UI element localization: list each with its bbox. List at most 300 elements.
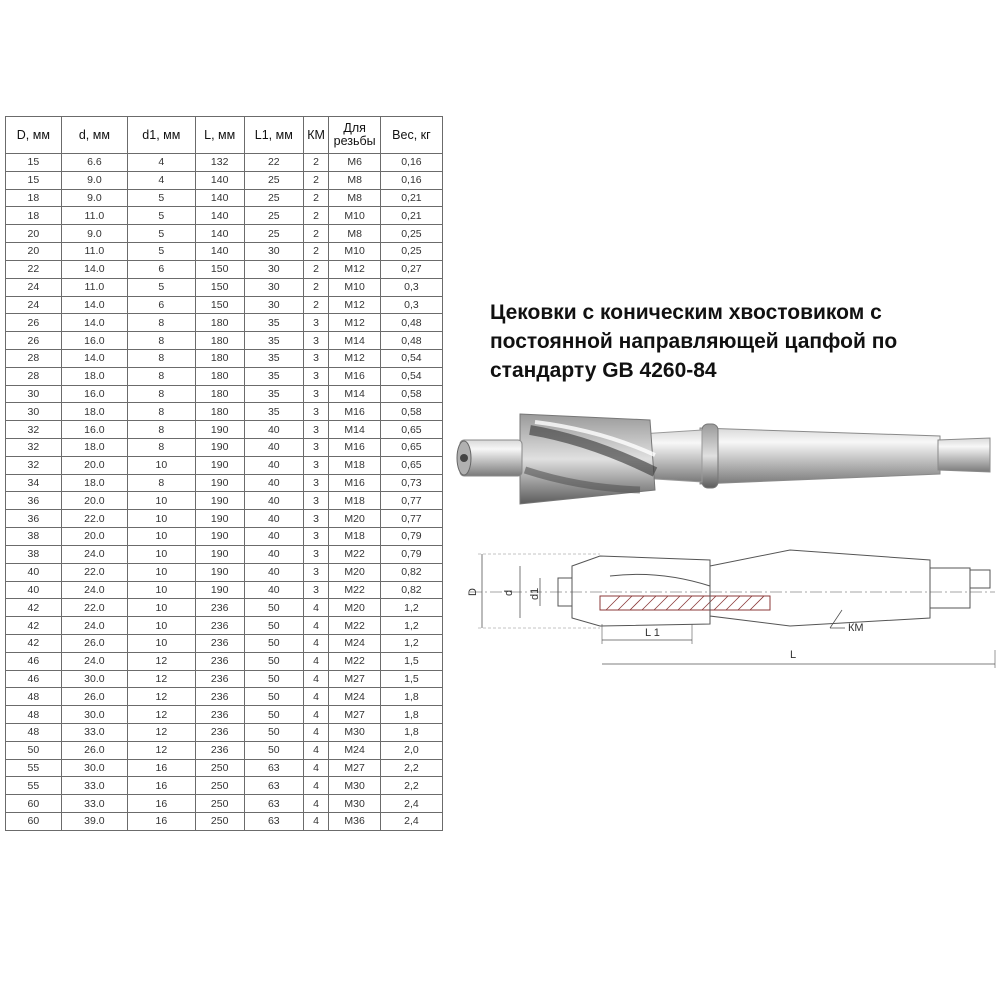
- table-row: [6, 207, 443, 225]
- drawing-shank: [710, 550, 930, 626]
- table-cell: 0,79: [380, 528, 442, 546]
- table-cell: 190: [195, 492, 244, 510]
- table-cell: 190: [195, 545, 244, 563]
- table-cell: 40: [244, 421, 303, 439]
- table-cell: 10: [128, 510, 195, 528]
- table-cell: 190: [195, 528, 244, 546]
- table-cell: 18.0: [61, 474, 127, 492]
- table-cell: 4: [303, 777, 329, 795]
- table-cell: 1,8: [380, 688, 442, 706]
- table-cell: M36: [329, 813, 380, 831]
- table-cell: 33.0: [61, 724, 127, 742]
- table-cell: 26.0: [61, 688, 127, 706]
- table-cell: 236: [195, 617, 244, 635]
- table-cell: 250: [195, 777, 244, 795]
- table-cell: 4: [303, 706, 329, 724]
- table-cell: 24.0: [61, 545, 127, 563]
- table-cell: 30: [244, 296, 303, 314]
- table-cell: 0,48: [380, 314, 442, 332]
- table-cell: 0,27: [380, 260, 442, 278]
- table-cell: 34: [6, 474, 62, 492]
- table-cell: 14.0: [61, 314, 127, 332]
- table-row: [6, 528, 443, 546]
- product-title: Цековки с коническим хвостовиком с постоянной направляющей цапфой по стандарту GB 4260-84: [490, 301, 898, 382]
- table-cell: 39.0: [61, 813, 127, 831]
- table-cell: 0,58: [380, 385, 442, 403]
- table-cell: M24: [329, 741, 380, 759]
- table-cell: 140: [195, 189, 244, 207]
- table-row: [6, 403, 443, 421]
- table-cell: 190: [195, 563, 244, 581]
- table-row: [6, 189, 443, 207]
- table-row: [6, 296, 443, 314]
- table-cell: 3: [303, 474, 329, 492]
- table-cell: 236: [195, 741, 244, 759]
- table-cell: 0,54: [380, 349, 442, 367]
- table-cell: 180: [195, 385, 244, 403]
- table-cell: 0,25: [380, 243, 442, 261]
- table-cell: 3: [303, 492, 329, 510]
- table-cell: 190: [195, 439, 244, 457]
- table-cell: 30: [244, 278, 303, 296]
- table-cell: 16: [128, 777, 195, 795]
- table-cell: 10: [128, 581, 195, 599]
- table-cell: 10: [128, 545, 195, 563]
- table-cell: M27: [329, 670, 380, 688]
- table-cell: 190: [195, 421, 244, 439]
- table-cell: 0,16: [380, 171, 442, 189]
- table-cell: 22.0: [61, 510, 127, 528]
- table-cell: 2,4: [380, 795, 442, 813]
- table-cell: 1,2: [380, 599, 442, 617]
- table-cell: M20: [329, 599, 380, 617]
- table-cell: 50: [244, 688, 303, 706]
- table-cell: 0,82: [380, 581, 442, 599]
- dim-L1-label: L 1: [645, 627, 660, 639]
- table-cell: M10: [329, 278, 380, 296]
- table-cell: 1,2: [380, 617, 442, 635]
- drawing-cutter: [572, 556, 710, 626]
- km-leader: [830, 610, 842, 628]
- table-cell: 55: [6, 759, 62, 777]
- table-cell: 12: [128, 724, 195, 742]
- table-cell: 1,5: [380, 652, 442, 670]
- table-cell: M8: [329, 171, 380, 189]
- table-cell: 22: [6, 260, 62, 278]
- table-cell: 30.0: [61, 759, 127, 777]
- table-cell: 0,65: [380, 439, 442, 457]
- table-cell: 0,58: [380, 403, 442, 421]
- table-cell: 1,5: [380, 670, 442, 688]
- table-cell: M12: [329, 260, 380, 278]
- table-cell: 180: [195, 314, 244, 332]
- table-row: [6, 510, 443, 528]
- table-cell: 4: [303, 652, 329, 670]
- table-cell: 3: [303, 367, 329, 385]
- table-row: [6, 634, 443, 652]
- table-cell: 10: [128, 528, 195, 546]
- table-row: [6, 563, 443, 581]
- table-cell: 190: [195, 456, 244, 474]
- table-cell: 24: [6, 296, 62, 314]
- table-cell: 140: [195, 225, 244, 243]
- pilot-center: [460, 454, 468, 462]
- table-row: [6, 581, 443, 599]
- table-cell: 40: [244, 492, 303, 510]
- table-cell: 25: [244, 207, 303, 225]
- table-cell: 10: [128, 563, 195, 581]
- table-cell: M14: [329, 332, 380, 350]
- table-cell: 250: [195, 795, 244, 813]
- table-cell: 20.0: [61, 492, 127, 510]
- table-cell: 180: [195, 367, 244, 385]
- table-cell: M12: [329, 349, 380, 367]
- table-cell: 26: [6, 314, 62, 332]
- table-cell: 18.0: [61, 367, 127, 385]
- table-cell: 18: [6, 189, 62, 207]
- table-row: [6, 260, 443, 278]
- table-cell: M24: [329, 688, 380, 706]
- table-cell: 8: [128, 403, 195, 421]
- table-row: [6, 706, 443, 724]
- table-cell: M16: [329, 439, 380, 457]
- table-cell: 2: [303, 189, 329, 207]
- drawing-flute: [610, 574, 710, 586]
- table-cell: M8: [329, 189, 380, 207]
- table-cell: 46: [6, 652, 62, 670]
- table-cell: 3: [303, 421, 329, 439]
- table-cell: 12: [128, 706, 195, 724]
- table-cell: 10: [128, 599, 195, 617]
- collar-ring: [702, 424, 718, 488]
- table-cell: 4: [303, 759, 329, 777]
- table-cell: 140: [195, 171, 244, 189]
- table-cell: 46: [6, 670, 62, 688]
- table-cell: 236: [195, 670, 244, 688]
- table-cell: 26.0: [61, 634, 127, 652]
- table-cell: M10: [329, 243, 380, 261]
- table-cell: 8: [128, 349, 195, 367]
- table-row: [6, 243, 443, 261]
- table-cell: 0,3: [380, 296, 442, 314]
- table-cell: 24.0: [61, 617, 127, 635]
- table-cell: 16.0: [61, 385, 127, 403]
- table-cell: 4: [128, 154, 195, 172]
- table-cell: 2,4: [380, 813, 442, 831]
- table-row: [6, 670, 443, 688]
- table-row: [6, 724, 443, 742]
- table-cell: 40: [244, 563, 303, 581]
- table-cell: M22: [329, 545, 380, 563]
- table-cell: M20: [329, 510, 380, 528]
- table-cell: 30.0: [61, 670, 127, 688]
- table-cell: M30: [329, 777, 380, 795]
- table-cell: M8: [329, 225, 380, 243]
- table-cell: 16: [128, 759, 195, 777]
- table-cell: 36: [6, 510, 62, 528]
- table-cell: 3: [303, 385, 329, 403]
- table-row: [6, 385, 443, 403]
- spec-table: [5, 116, 443, 831]
- table-cell: 40: [244, 545, 303, 563]
- table-cell: 20: [6, 225, 62, 243]
- table-cell: 40: [6, 563, 62, 581]
- table-cell: 11.0: [61, 278, 127, 296]
- table-cell: M20: [329, 563, 380, 581]
- table-cell: 63: [244, 759, 303, 777]
- table-cell: 48: [6, 706, 62, 724]
- table-cell: M30: [329, 724, 380, 742]
- table-cell: 4: [303, 724, 329, 742]
- table-cell: 8: [128, 385, 195, 403]
- dim-D-label: D: [467, 588, 479, 596]
- table-cell: 14.0: [61, 349, 127, 367]
- drawing-tang: [930, 568, 970, 608]
- table-cell: 9.0: [61, 189, 127, 207]
- table-cell: 4: [303, 795, 329, 813]
- table-cell: 30: [6, 385, 62, 403]
- counterbore-photo: [450, 400, 995, 520]
- table-row: [6, 154, 443, 172]
- table-cell: 3: [303, 563, 329, 581]
- table-row: [6, 688, 443, 706]
- table-cell: 9.0: [61, 225, 127, 243]
- table-cell: 42: [6, 634, 62, 652]
- table-cell: 25: [244, 225, 303, 243]
- table-cell: 6: [128, 296, 195, 314]
- table-cell: 16.0: [61, 421, 127, 439]
- hatch-lines: [606, 596, 764, 610]
- header-d: d, мм: [61, 117, 127, 154]
- table-cell: 35: [244, 385, 303, 403]
- table-cell: 63: [244, 813, 303, 831]
- table-cell: 35: [244, 349, 303, 367]
- table-cell: 8: [128, 367, 195, 385]
- table-cell: 6: [128, 260, 195, 278]
- header-D: D, мм: [6, 117, 62, 154]
- table-cell: 24.0: [61, 652, 127, 670]
- table-cell: 1,8: [380, 724, 442, 742]
- table-cell: 2: [303, 154, 329, 172]
- table-cell: 236: [195, 724, 244, 742]
- table-cell: M22: [329, 617, 380, 635]
- table-cell: 48: [6, 688, 62, 706]
- table-cell: 0,21: [380, 207, 442, 225]
- table-cell: 63: [244, 777, 303, 795]
- table-row: [6, 314, 443, 332]
- table-cell: 0,73: [380, 474, 442, 492]
- table-row: [6, 813, 443, 831]
- table-cell: 6.6: [61, 154, 127, 172]
- table-cell: 12: [128, 688, 195, 706]
- table-cell: 150: [195, 260, 244, 278]
- header-L1: L1, мм: [244, 117, 303, 154]
- table-cell: 50: [244, 670, 303, 688]
- table-cell: M24: [329, 634, 380, 652]
- table-cell: 3: [303, 528, 329, 546]
- table-cell: 2: [303, 207, 329, 225]
- table-cell: 180: [195, 403, 244, 421]
- table-cell: 16.0: [61, 332, 127, 350]
- table-cell: 2,0: [380, 741, 442, 759]
- table-row: [6, 652, 443, 670]
- table-cell: 150: [195, 278, 244, 296]
- table-cell: M22: [329, 581, 380, 599]
- table-cell: 2: [303, 296, 329, 314]
- table-cell: 3: [303, 510, 329, 528]
- table-cell: 8: [128, 314, 195, 332]
- table-cell: M6: [329, 154, 380, 172]
- table-cell: 0,21: [380, 189, 442, 207]
- table-cell: 0,3: [380, 278, 442, 296]
- table-cell: 38: [6, 528, 62, 546]
- taper-shank: [700, 428, 940, 484]
- drawing-tang-end: [970, 570, 990, 588]
- table-cell: M10: [329, 207, 380, 225]
- table-cell: 10: [128, 492, 195, 510]
- table-cell: 5: [128, 225, 195, 243]
- table-cell: 40: [6, 581, 62, 599]
- table-cell: M14: [329, 385, 380, 403]
- table-cell: 180: [195, 349, 244, 367]
- table-row: [6, 456, 443, 474]
- table-cell: M12: [329, 296, 380, 314]
- table-cell: 0,25: [380, 225, 442, 243]
- table-cell: M30: [329, 795, 380, 813]
- table-cell: 150: [195, 296, 244, 314]
- table-cell: 35: [244, 332, 303, 350]
- table-cell: 236: [195, 599, 244, 617]
- table-cell: 32: [6, 456, 62, 474]
- table-cell: 30.0: [61, 706, 127, 724]
- header-thread: Для резьбы: [329, 117, 380, 154]
- table-cell: 55: [6, 777, 62, 795]
- table-cell: 11.0: [61, 207, 127, 225]
- table-cell: 3: [303, 581, 329, 599]
- table-cell: 0,77: [380, 492, 442, 510]
- table-cell: 25: [244, 171, 303, 189]
- table-cell: 1,8: [380, 706, 442, 724]
- table-cell: 140: [195, 243, 244, 261]
- table-cell: M16: [329, 474, 380, 492]
- table-cell: 10: [128, 634, 195, 652]
- table-cell: 10: [128, 456, 195, 474]
- table-cell: 14.0: [61, 260, 127, 278]
- header-weight: Вес, кг: [380, 117, 442, 154]
- table-cell: 32: [6, 421, 62, 439]
- table-cell: 250: [195, 813, 244, 831]
- table-cell: 132: [195, 154, 244, 172]
- header-KM: КМ: [303, 117, 329, 154]
- table-cell: M18: [329, 456, 380, 474]
- table-row: [6, 225, 443, 243]
- table-cell: 0,77: [380, 510, 442, 528]
- table-cell: 5: [128, 278, 195, 296]
- table-cell: 4: [303, 634, 329, 652]
- table-cell: 40: [244, 510, 303, 528]
- table-cell: 28: [6, 349, 62, 367]
- table-cell: 236: [195, 634, 244, 652]
- table-cell: 11.0: [61, 243, 127, 261]
- table-cell: 8: [128, 439, 195, 457]
- table-cell: 0,79: [380, 545, 442, 563]
- table-cell: 2: [303, 278, 329, 296]
- dim-d-label: d: [503, 589, 515, 596]
- table-cell: 22: [244, 154, 303, 172]
- table-cell: 0,65: [380, 456, 442, 474]
- table-cell: 50: [244, 724, 303, 742]
- table-cell: 24: [6, 278, 62, 296]
- table-row: [6, 439, 443, 457]
- table-row: [6, 171, 443, 189]
- table-row: [6, 599, 443, 617]
- table-cell: 12: [128, 670, 195, 688]
- table-cell: 48: [6, 724, 62, 742]
- table-cell: 0,48: [380, 332, 442, 350]
- table-cell: M27: [329, 706, 380, 724]
- table-cell: 9.0: [61, 171, 127, 189]
- table-cell: M16: [329, 367, 380, 385]
- table-cell: 3: [303, 545, 329, 563]
- table-cell: M27: [329, 759, 380, 777]
- table-cell: 20.0: [61, 528, 127, 546]
- table-cell: 38: [6, 545, 62, 563]
- table-cell: M18: [329, 528, 380, 546]
- table-row: [6, 795, 443, 813]
- table-cell: 25: [244, 189, 303, 207]
- table-cell: 60: [6, 813, 62, 831]
- table-cell: 1,2: [380, 634, 442, 652]
- table-cell: 180: [195, 332, 244, 350]
- table-cell: 16: [128, 813, 195, 831]
- table-row: [6, 545, 443, 563]
- table-cell: 33.0: [61, 777, 127, 795]
- table-cell: 236: [195, 706, 244, 724]
- table-cell: 28: [6, 367, 62, 385]
- table-body: [6, 154, 443, 831]
- table-cell: 190: [195, 510, 244, 528]
- table-cell: 35: [244, 367, 303, 385]
- table-cell: M18: [329, 492, 380, 510]
- table-cell: 50: [244, 599, 303, 617]
- table-cell: 35: [244, 314, 303, 332]
- table-cell: 50: [6, 741, 62, 759]
- table-cell: 2: [303, 243, 329, 261]
- table-cell: 24.0: [61, 581, 127, 599]
- table-cell: 15: [6, 171, 62, 189]
- table-cell: M16: [329, 403, 380, 421]
- table-row: [6, 617, 443, 635]
- table-cell: 15: [6, 154, 62, 172]
- table-cell: M14: [329, 421, 380, 439]
- table-row: [6, 278, 443, 296]
- table-cell: 4: [303, 741, 329, 759]
- header-d1: d1, мм: [128, 117, 195, 154]
- table-cell: 16: [128, 795, 195, 813]
- table-cell: 2,2: [380, 777, 442, 795]
- table-cell: 22.0: [61, 563, 127, 581]
- table-cell: 0,54: [380, 367, 442, 385]
- table-cell: 2: [303, 225, 329, 243]
- table-cell: 0,16: [380, 154, 442, 172]
- table-row: [6, 332, 443, 350]
- table-cell: 40: [244, 528, 303, 546]
- table-cell: 2: [303, 260, 329, 278]
- table-cell: 12: [128, 741, 195, 759]
- table-cell: 26: [6, 332, 62, 350]
- table-cell: 20: [6, 243, 62, 261]
- table-cell: 8: [128, 421, 195, 439]
